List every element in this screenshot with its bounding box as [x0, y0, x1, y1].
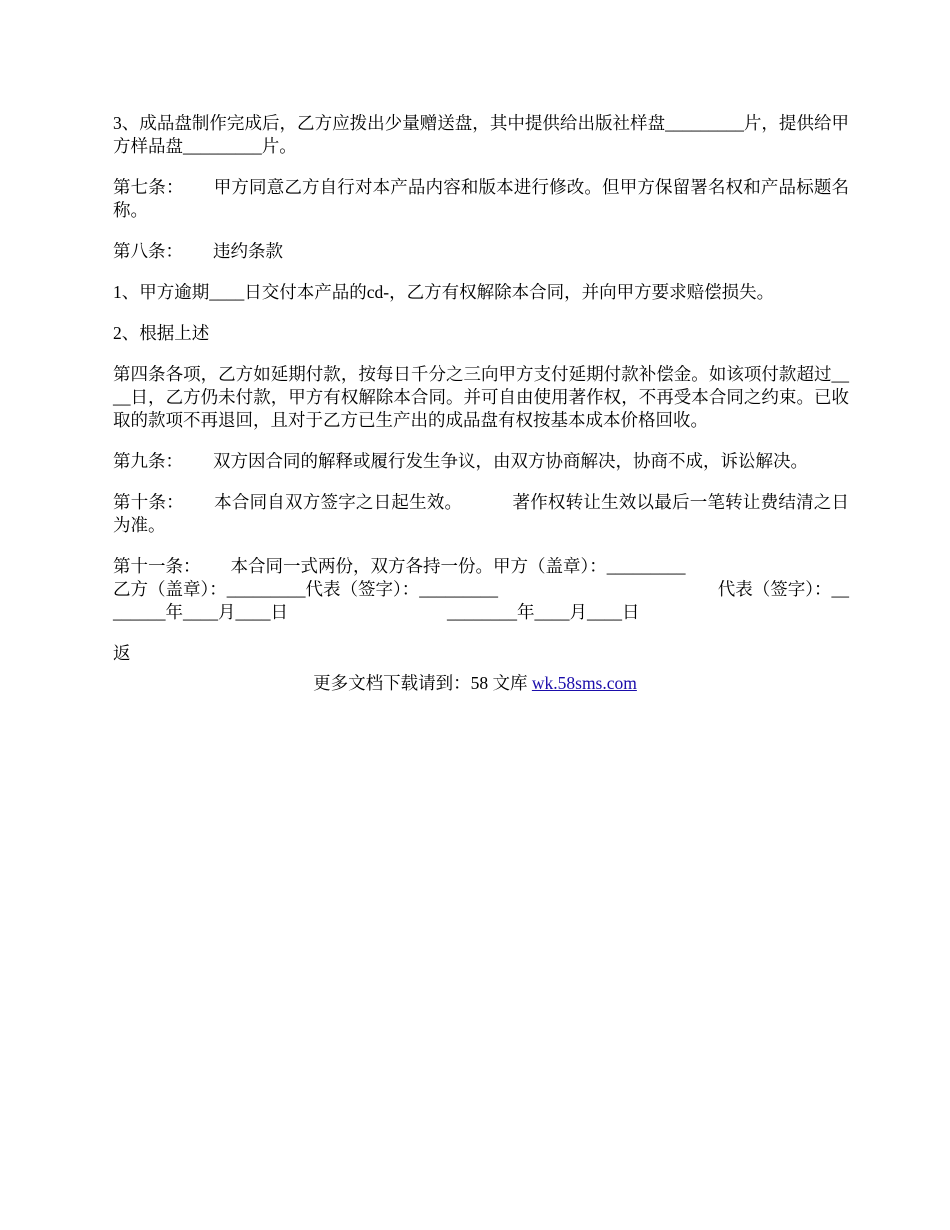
- article-8-item-2: [113, 322, 849, 345]
- party-b-signature-line: 乙方（盖章）：_________代表（签字）：_________: [113, 579, 498, 599]
- clause-item-3-text: 3、成品盘制作完成后，乙方应拨出少量赠送盘，其中提供给出版社样盘_________片，提供给甲方样品盘_________片。: [113, 113, 849, 156]
- article-4-reference-text: 第四条各项，乙方如延期付款，按每日千分之三向甲方支付延期付款补偿金。如该项付款超过____日，乙方仍未付款，甲方有权解除本合同。并可自由使用著作权，不再受本合同之约束。已收取的款项不再退回，且对于乙方已生产出的成品盘有权按基本成本价格回收。: [113, 364, 849, 430]
- article-8-item-2-text: 2、根据上述: [113, 323, 210, 343]
- party-a-representative-line: 代表（签字）：__: [717, 579, 849, 599]
- article-10-heading: 第十条：: [113, 492, 184, 512]
- document-body: [113, 112, 849, 683]
- article-11-text: 本合同一式两份，双方各持一份。甲方（盖章）：_________: [230, 556, 686, 576]
- article-10: [113, 491, 849, 537]
- clause-item-3: [113, 112, 849, 158]
- article-11-line-3: [113, 601, 849, 624]
- article-4-reference: [113, 363, 849, 432]
- article-11-line-2: [113, 578, 849, 601]
- article-9-text: 双方因合同的解释或履行发生争议，由双方协商解决，协商不成，诉讼解决。: [213, 451, 808, 471]
- article-8-text: 违约条款: [213, 241, 283, 261]
- article-7: [113, 176, 849, 222]
- footer: [0, 672, 950, 695]
- trailing-text-content: 返: [113, 643, 131, 663]
- footer-prefix: 更多文档下载请到：58 文库: [313, 673, 532, 693]
- article-9: [113, 450, 849, 473]
- party-b-date-line: ______年____月____日: [113, 602, 288, 622]
- article-10-text-1: 本合同自双方签字之日起生效。: [213, 492, 463, 512]
- article-7-text: 甲方同意乙方自行对本产品内容和版本进行修改。但甲方保留署名权和产品标题名称。: [113, 177, 850, 220]
- article-7-heading: 第七条：: [113, 177, 184, 197]
- article-8-heading: 第八条：: [113, 241, 183, 261]
- article-9-heading: 第九条：: [113, 451, 183, 471]
- article-11-heading: 第十一条：: [113, 556, 201, 576]
- article-10-text-2: 著作权转让生效以最后一笔转让费结清之日为准。: [113, 492, 850, 535]
- article-11: [113, 555, 849, 624]
- article-8-item-1-text: 1、甲方逾期____日交付本产品的cd-，乙方有权解除本合同，并向甲方要求赔偿损失。: [113, 282, 775, 302]
- trailing-text: [113, 642, 849, 665]
- party-a-date-line: ________年____月____日: [447, 602, 640, 622]
- article-11-line-1: [113, 555, 849, 578]
- article-8-item-1: [113, 281, 849, 304]
- article-8: [113, 240, 849, 263]
- footer-link[interactable]: wk.58sms.com: [531, 673, 637, 693]
